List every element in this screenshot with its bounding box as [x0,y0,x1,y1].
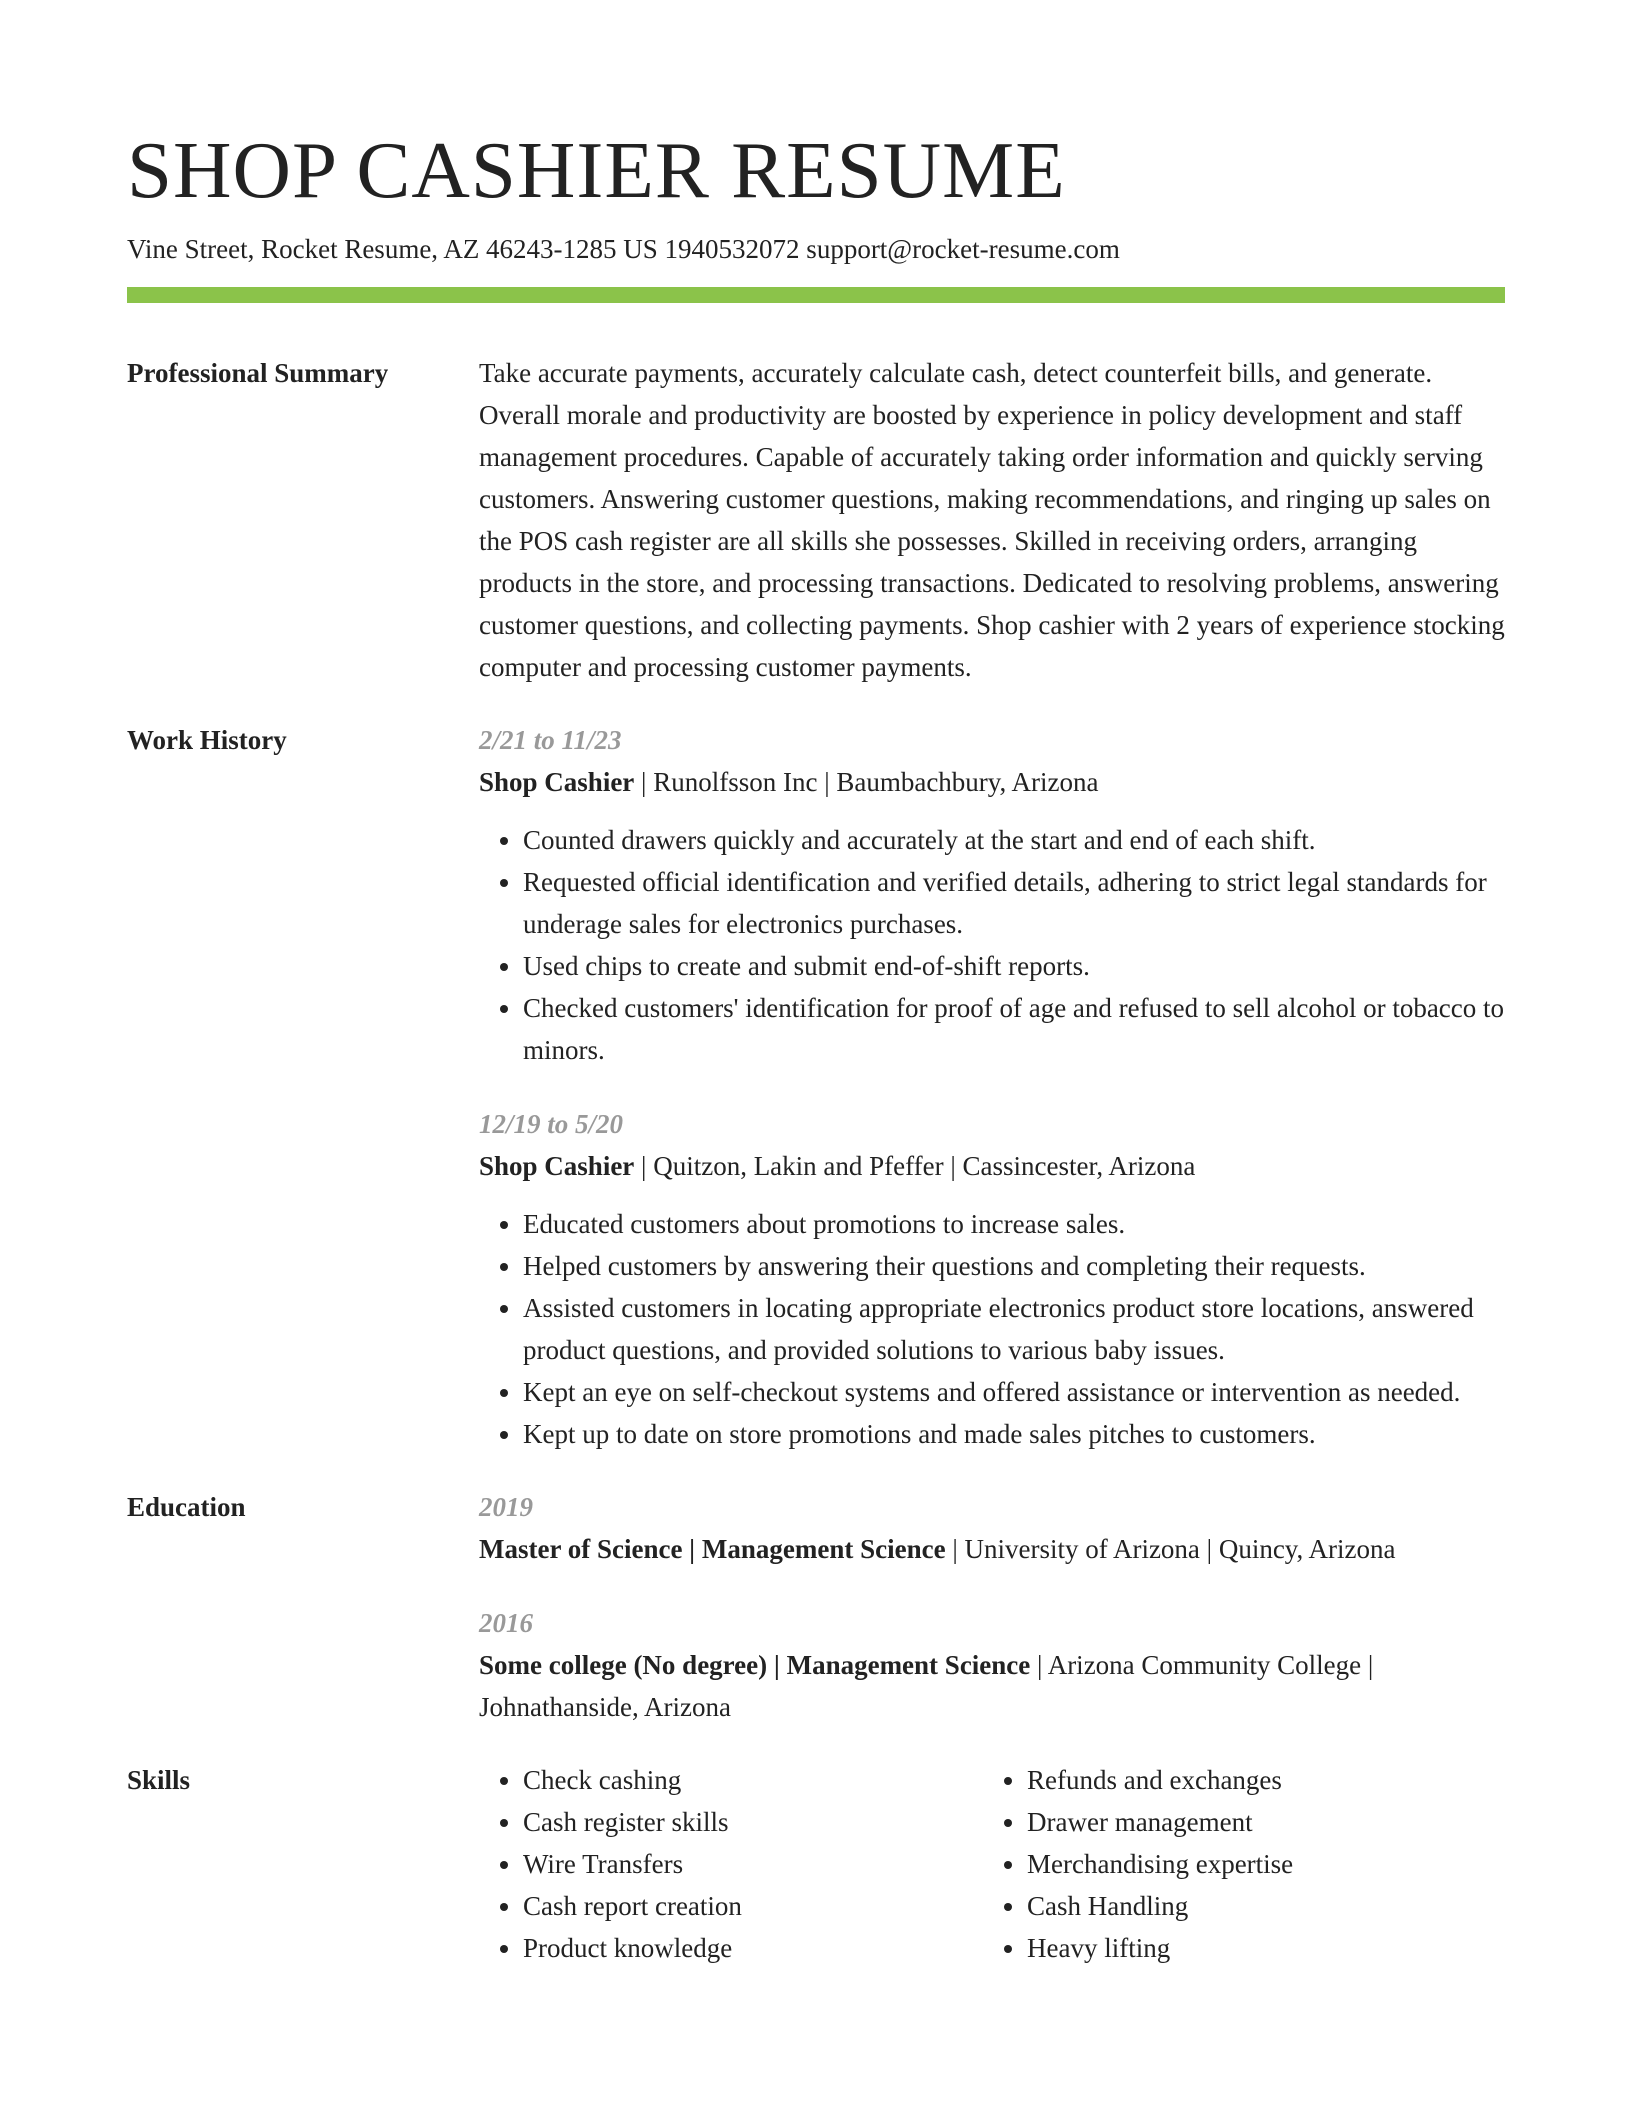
list-item: • Cash register skills [523,1801,983,1843]
summary-body [479,352,1505,688]
list-item: • Assisted customers in locating appropriate electronics product store locations, answered product questions, and provided solutions to various baby issues. [523,1287,1505,1371]
job-bullets [479,1203,1505,1455]
skills-columns [479,1759,1505,1969]
list-item: • Merchandising expertise [1027,1843,1487,1885]
job-dates: 2/21 to 11/23 [479,725,622,756]
education-details: | Arizona Community College | Johnathanside, Arizona [479,1650,1374,1723]
job-title: Shop Cashier [479,1151,635,1182]
list-item: • Kept an eye on self-checkout systems and offered assistance or intervention as needed. [523,1371,1505,1413]
skills-section [127,1759,1505,1969]
list-item: • Check cashing [523,1759,983,1801]
contact-line: Vine Street, Rocket Resume, AZ 46243-1285 US 1940532072 support@rocket-resume.com [127,234,1120,264]
job-details: | Runolfsson Inc | Baumbachbury, Arizona [634,767,1099,798]
list-item: • Cash Handling [1027,1885,1487,1927]
education-degree: Master of Science | Management Science [479,1534,946,1565]
resume-title: SHOP CASHIER RESUME [127,125,1066,215]
skills-list-left [479,1759,983,1969]
list-item: • Kept up to date on store promotions and made sales pitches to customers. [523,1413,1505,1455]
education-details: | University of Arizona | Quincy, Arizona [945,1534,1396,1565]
education-year: 2016 [479,1608,533,1639]
work-body [479,719,1505,1455]
list-item: • Product knowledge [523,1927,983,1969]
skills-body [479,1759,1505,1969]
job-bullets [479,819,1505,1071]
education-body [479,1486,1505,1728]
accent-divider [127,287,1505,303]
job-role-line [479,1145,1505,1187]
list-item: • Drawer management [1027,1801,1487,1843]
section-label-work: Work History [127,725,287,756]
work-history-section [127,719,1505,1455]
job-details: | Quitzon, Lakin and Pfeffer | Cassincester, Arizona [634,1151,1196,1182]
job-entry [479,719,1505,1071]
summary-text: Take accurate payments, accurately calculate cash, detect counterfeit bills, and generate. Overall morale and productivity are boosted by experience in policy development and staff management procedures. Capable of accurately taking order information and quickly serving customers. Answering customer questions, making recommendations, and ringing up sales on the POS cash register are all skills she possesses. Skilled in receiving orders, arranging products in the store, and processing transactions. Dedicated to resolving problems, answering customer questions, and collecting payments. Shop cashier with 2 years of experience stocking computer and processing customer payments. [479,358,1505,683]
skills-list-right [983,1759,1487,1969]
list-item: • Refunds and exchanges [1027,1759,1487,1801]
list-item: • Counted drawers quickly and accurately at the start and end of each shift. [523,819,1505,861]
job-title: Shop Cashier [479,767,635,798]
list-item: • Educated customers about promotions to increase sales. [523,1203,1505,1245]
list-item: • Requested official identification and verified details, adhering to strict legal standards for underage sales for electronics purchases. [523,861,1505,945]
job-role-line [479,761,1505,803]
list-item: • Heavy lifting [1027,1927,1487,1969]
list-item: • Checked customers' identification for proof of age and refused to sell alcohol or tobacco to minors. [523,987,1505,1071]
list-item: • Wire Transfers [523,1843,983,1885]
education-year: 2019 [479,1492,533,1523]
list-item: • Used chips to create and submit end-of-shift reports. [523,945,1505,987]
list-item: • Cash report creation [523,1885,983,1927]
job-dates: 12/19 to 5/20 [479,1109,624,1140]
education-line [479,1644,1505,1728]
section-label-education: Education [127,1492,246,1523]
summary-section [127,352,1505,688]
section-label-summary: Professional Summary [127,358,389,389]
education-degree: Some college (No degree) | Management Science [479,1650,1031,1681]
education-entry [479,1602,1505,1728]
list-item: • Helped customers by answering their questions and completing their requests. [523,1245,1505,1287]
education-entry [479,1486,1505,1570]
education-line [479,1528,1505,1570]
section-label-skills: Skills [127,1765,191,1796]
job-entry [479,1103,1505,1455]
education-section [127,1486,1505,1728]
